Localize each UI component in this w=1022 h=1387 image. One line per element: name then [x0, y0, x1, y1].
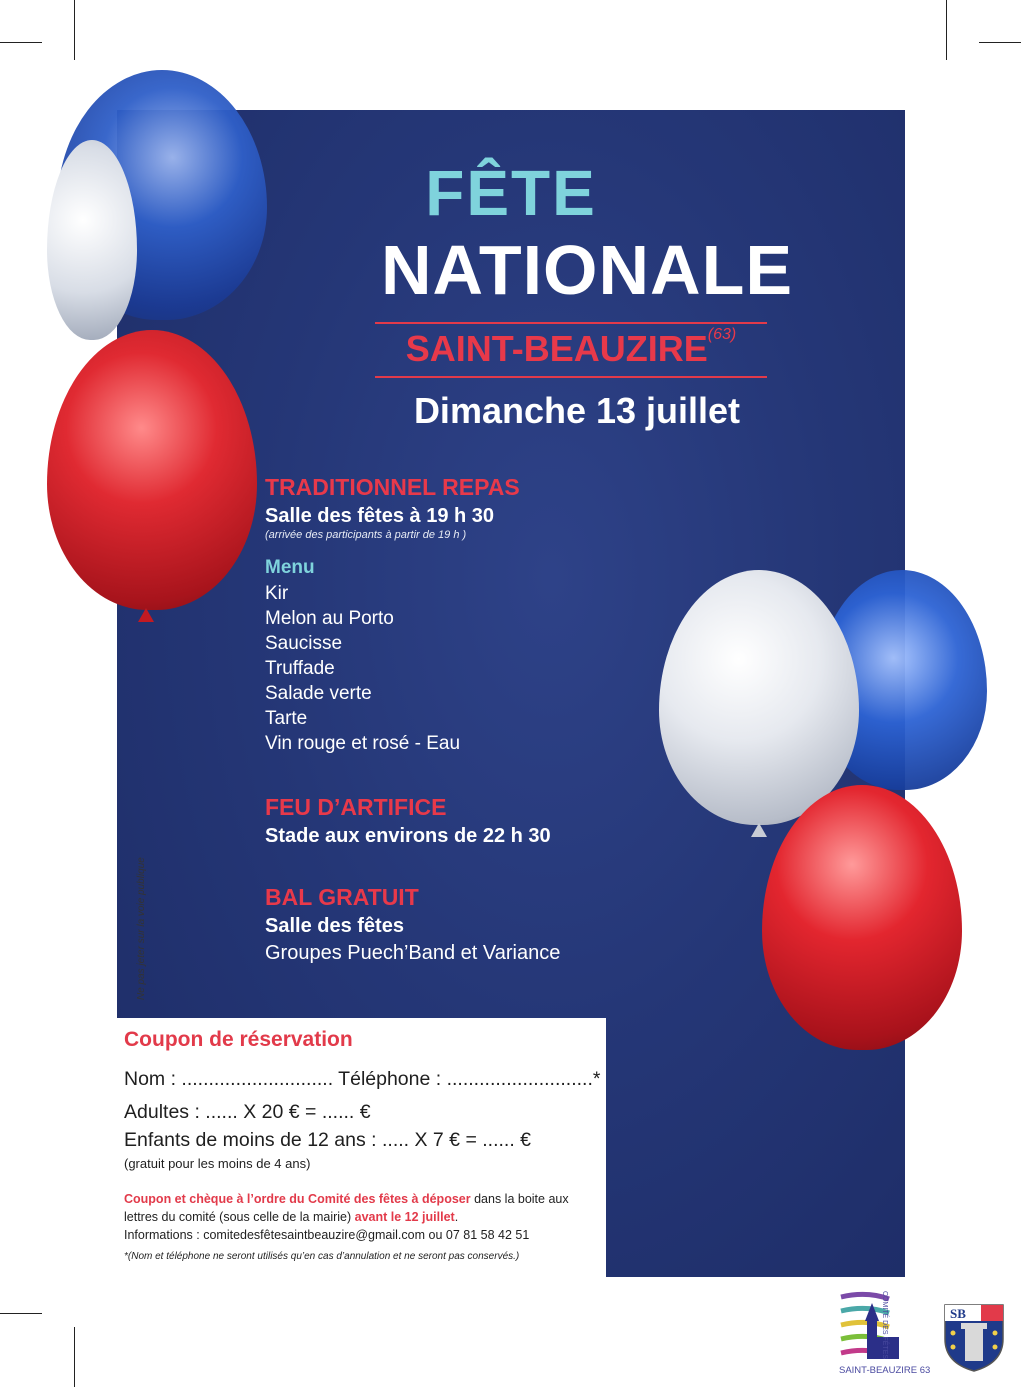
committee-caption: SAINT-BEAUZIRE 63 [839, 1365, 931, 1376]
repas-title: TRADITIONNEL REPAS [265, 474, 520, 500]
menu-item: Salade verte [265, 683, 372, 704]
logo-panel [805, 1283, 1022, 1387]
town-name [375, 328, 767, 370]
menu-item: Melon au Porto [265, 608, 394, 629]
crop-mark [0, 1313, 42, 1314]
coupon-adults-line[interactable]: Adultes : ...... X 20 € = ...... € [124, 1101, 371, 1123]
coupon-title: Coupon de réservation [124, 1028, 353, 1051]
crop-mark [0, 42, 42, 43]
crop-mark [979, 42, 1021, 43]
menu-item: Saucisse [265, 633, 343, 654]
crop-mark [74, 0, 75, 60]
white-balloon-knot [751, 823, 767, 837]
town-label: SAINT-BEAUZIRE [405, 328, 708, 369]
bal-place: Salle des fêtes [265, 915, 404, 937]
title-fete: FÊTE [425, 157, 597, 229]
crop-mark [946, 0, 947, 60]
coupon-contact: Informations : comitedesfêtesaintbeauzire@gmail.com ou 07 81 58 42 51 [124, 1228, 530, 1242]
event-date: Dimanche 13 juillet [413, 390, 741, 431]
coupon-info-text1: dans la boite aux lettres du comité (sous celle de la mairie) [124, 1192, 569, 1224]
bal-groups: Groupes Puech’Band et Variance [265, 942, 561, 964]
shield-letters: SB [950, 1306, 966, 1321]
menu-list [265, 581, 725, 756]
town-shield [943, 1303, 1005, 1373]
divider-top [375, 322, 767, 324]
menu-item: Tarte [265, 708, 308, 729]
side-note: Ne pas jeter sur la voie publique [136, 857, 147, 1000]
repas-note: (arrivée des participants à partir de 19 h ) [265, 529, 467, 541]
bal-title: BAL GRATUIT [265, 884, 419, 910]
divider-bottom [375, 376, 767, 378]
title-nationale: NATIONALE [380, 231, 794, 309]
feu-place: Stade aux environs de 22 h 30 [265, 825, 551, 847]
feu-title: FEU D’ARTIFICE [265, 794, 447, 820]
menu-item: Truffade [265, 658, 335, 679]
red-balloon [47, 330, 257, 610]
town-code: (63) [707, 326, 737, 343]
coupon-footnote: *(Nom et téléphone ne seront utilisés qu’en cas d’annulation et ne seront pas conservés.) [124, 1251, 520, 1262]
coupon-children-line[interactable]: Enfants de moins de 12 ans : ..... X 7 € = ...... € [124, 1129, 532, 1151]
committee-logo-icon [837, 1289, 917, 1369]
coupon-deadline: avant le 12 juillet [354, 1210, 455, 1224]
menu-item: Vin rouge et rosé - Eau [265, 733, 461, 754]
program [265, 474, 725, 965]
coupon-info-red1: Coupon et chèque à l’ordre du Comité des fêtes à déposer [124, 1192, 471, 1206]
coupon-name-phone-line[interactable]: Nom : ............................ Téléphone : ...........................* [124, 1068, 601, 1090]
red-balloon [762, 785, 962, 1050]
menu-title: Menu [265, 557, 315, 578]
red-balloon-knot [138, 608, 154, 622]
committee-vertical-label: COMITÉ DES FÊTES [881, 1291, 888, 1360]
crop-mark [74, 1327, 75, 1387]
coupon-info [124, 1190, 594, 1244]
repas-place: Salle des fêtes à 19 h 30 [265, 505, 495, 527]
reservation-coupon [117, 1018, 606, 1277]
menu-item: Kir [265, 583, 289, 604]
coupon-free-note: (gratuit pour les moins de 4 ans) [124, 1156, 311, 1171]
coupon-info-text2: . [454, 1210, 459, 1224]
